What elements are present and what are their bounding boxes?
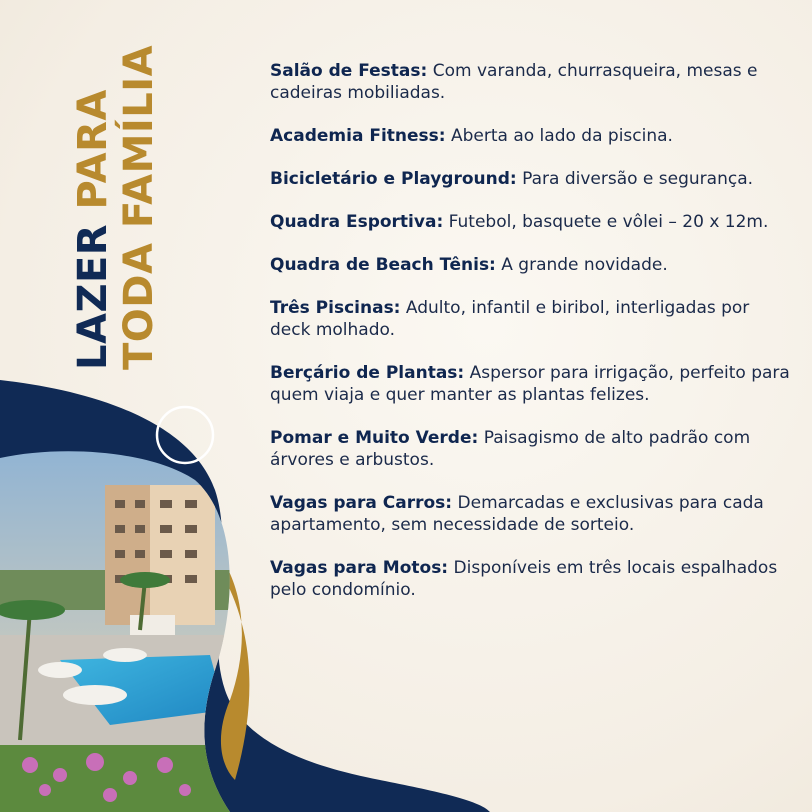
feature-item [270,168,790,190]
feature-title: Quadra Esportiva: [270,212,444,232]
headline-line-1 [70,45,116,370]
feature-text: Com varanda, churrasqueira, mesas e cadeiras mobiliadas. [270,61,758,103]
feature-text: Adulto, infantil e biribol, interligadas por deck molhado. [270,298,750,340]
feature-text: Disponíveis em três locais espalhados pelo condomínio. [270,558,778,600]
feature-text: Aberta ao lado da piscina. [445,126,673,146]
headline [70,45,162,370]
feature-title: Academia Fitness: [270,126,446,146]
headline-word-para: PARA [70,89,116,210]
feature-title: Bicicletário e Playground: [270,169,517,189]
feature-item [270,60,790,104]
feature-text: Futebol, basquete e vôlei – 20 x 12m. [443,212,769,232]
feature-title: Pomar e Muito Verde: [270,428,479,448]
feature-title: Quadra de Beach Tênis: [270,255,496,275]
feature-item [270,297,790,341]
feature-text: Para diversão e segurança. [516,169,754,189]
feature-text: Paisagismo de alto padrão com árvores e arbustos. [270,428,751,470]
headline-word-lazer: LAZER [70,223,116,370]
feature-item [270,254,790,276]
feature-title: Três Piscinas: [270,298,401,318]
feature-text: Aspersor para irrigação, perfeito para quem viaja e quer manter as plantas felizes. [270,363,790,405]
feature-title: Vagas para Carros: [270,493,453,513]
feature-title: Vagas para Motos: [270,558,449,578]
feature-item [270,211,790,233]
leisure-photo-graphic [0,380,500,812]
feature-text: A grande novidade. [495,255,668,275]
feature-title: Salão de Festas: [270,61,428,81]
headline-line-2: TODA FAMÍLIA [116,44,162,370]
feature-text: Demarcadas e exclusivas para cada apartamento, sem necessidade de sorteio. [270,493,764,535]
feature-title: Berçário de Plantas: [270,363,465,383]
feature-item [270,125,790,147]
